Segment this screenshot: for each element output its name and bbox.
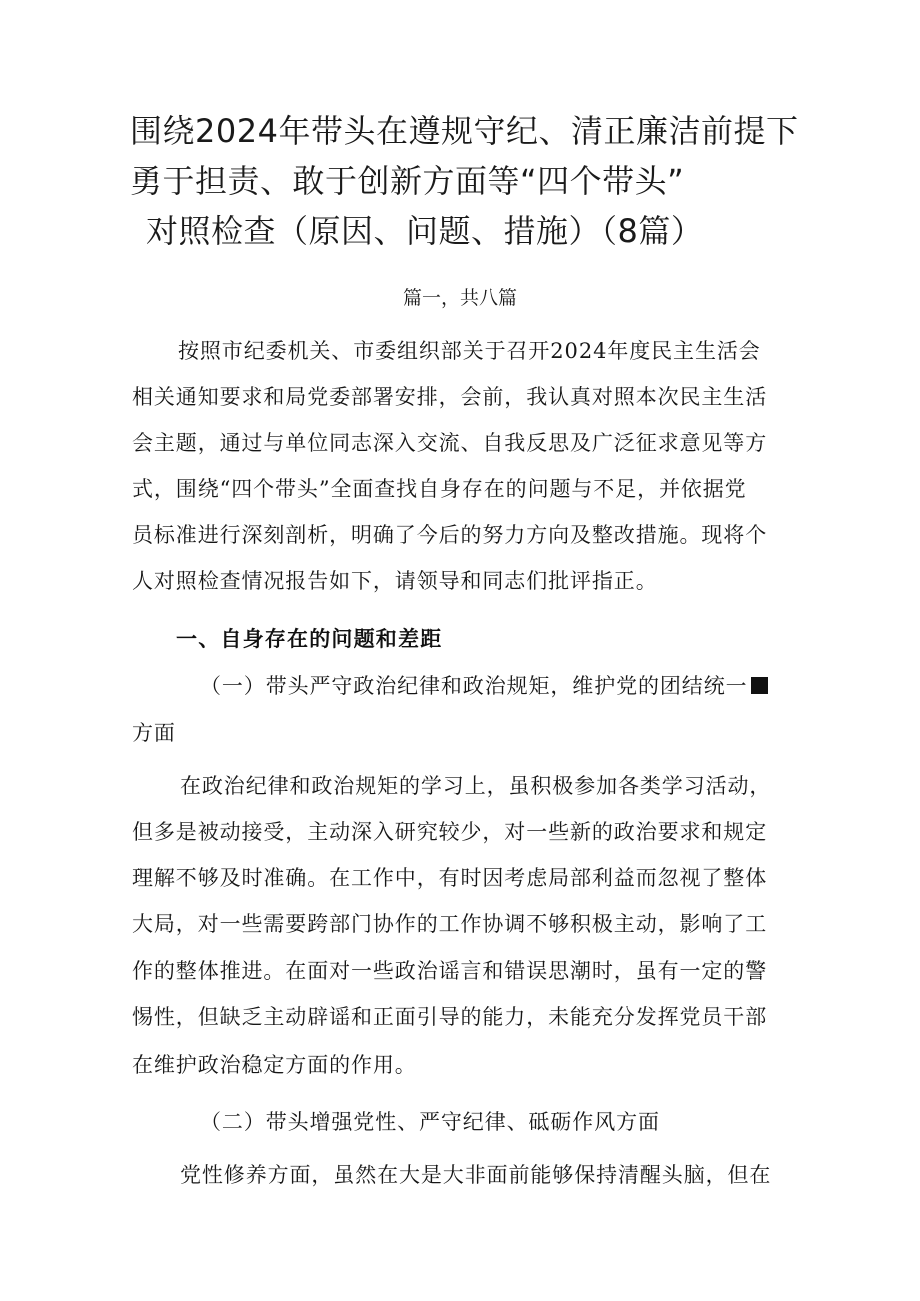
subsection-heading <box>200 671 768 701</box>
subsection-heading-continuation: 方面 <box>132 721 176 745</box>
title-line: 对照检查（原因、问题、措施）（8篇） <box>146 212 704 250</box>
paragraph-line: 式，围绕“四个带头”全面查找自身存在的问题与不足，并依据党 <box>132 477 747 501</box>
paragraph-line: 大局，对一些需要跨部门协作的工作协调不够积极主动，影响了工 <box>132 912 768 936</box>
paragraph-line: 作的整体推进。在面对一些政治谣言和错误思潮时，虽有一定的警 <box>132 959 768 983</box>
paragraph-line: 按照市纪委机关、市委组织部关于召开2024年度民主生活会 <box>178 339 761 363</box>
section-heading: 一、自身存在的问题和差距 <box>176 626 443 651</box>
paragraph-line: 人对照检查情况报告如下，请领导和同志们批评指正。 <box>132 569 658 593</box>
paragraph-line: 会主题，通过与单位同志深入交流、自我反思及广泛征求意见等方 <box>132 431 768 455</box>
subsection-heading-text: （一）带头严守政治纪律和政治规矩，维护党的团结统一 <box>200 674 748 698</box>
square-bullet-icon <box>751 677 768 694</box>
paragraph-line: 惕性，但缺乏主动辟谣和正面引导的能力，未能充分发挥党员干部 <box>132 1005 768 1029</box>
subsection-heading: （二）带头增强党性、严守纪律、砥砺作风方面 <box>200 1110 660 1134</box>
title-line: 勇于担责、敢于创新方面等“四个带头” <box>130 162 685 200</box>
title-line: 围绕2024年带头在遵规守纪、清正廉洁前提下 <box>130 112 799 150</box>
paragraph-line: 相关通知要求和局党委部署安排，会前，我认真对照本次民主生活 <box>132 385 768 409</box>
paragraph-line: 但多是被动接受，主动深入研究较少，对一些新的政治要求和规定 <box>132 820 768 844</box>
paragraph-line: 在政治纪律和政治规矩的学习上，虽积极参加各类学习活动， <box>180 774 772 798</box>
paragraph-line: 理解不够及时准确。在工作中，有时因考虑局部利益而忽视了整体 <box>132 866 768 890</box>
document-subtitle: 篇一，共八篇 <box>402 287 517 309</box>
paragraph-line: 党性修养方面，虽然在大是大非面前能够保持清醒头脑，但在 <box>180 1163 772 1187</box>
paragraph-line: 在维护政治稳定方面的作用。 <box>132 1053 417 1077</box>
paragraph-line: 员标准进行深刻剖析，明确了今后的努力方向及整改措施。现将个 <box>132 523 768 547</box>
document-title <box>130 106 810 256</box>
